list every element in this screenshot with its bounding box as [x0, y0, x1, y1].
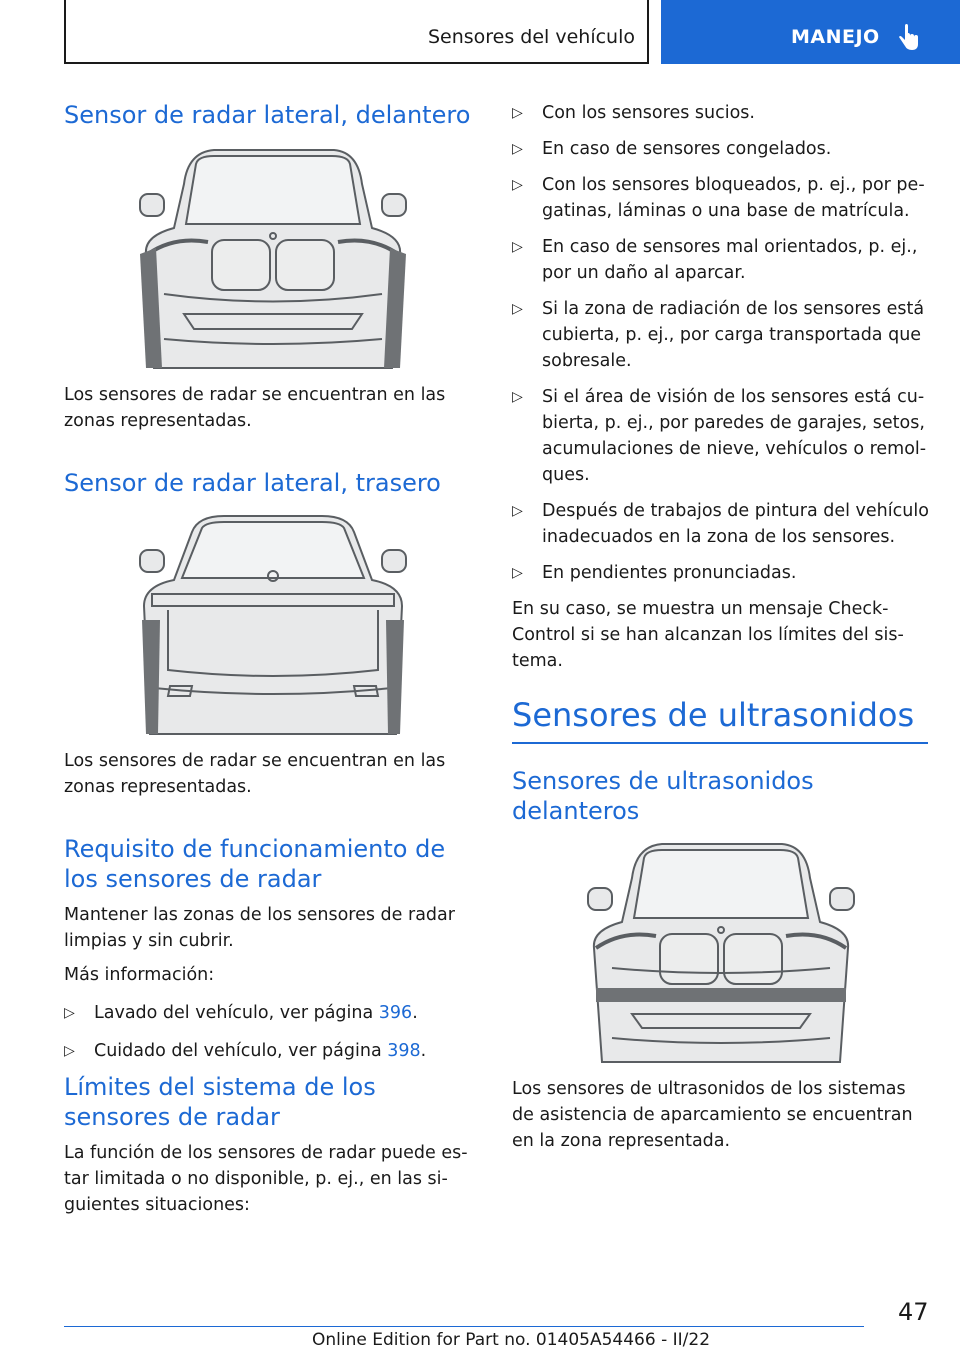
list-item: ▷ Lavado del vehículo, ver página 396. [64, 1000, 476, 1026]
section-rule [512, 742, 928, 744]
paragraph-system-limits: La función de los sensores de radar puede estar limitada o no disponible, p. ej., en las siguientes situaciones: [64, 1143, 468, 1215]
page-link[interactable]: 396 [378, 1003, 413, 1023]
list-item: ▷ En caso de sensores congelados. [512, 136, 930, 162]
chapter-tab[interactable] [661, 0, 960, 64]
bullet-triangle-icon: ▷ [512, 239, 523, 255]
bullet-triangle-icon: ▷ [512, 389, 523, 405]
page-link[interactable]: 398 [387, 1041, 421, 1061]
header-section-box [64, 0, 649, 64]
list-item: ▷ En caso de sensores mal orientados, p. ej., por un daño al aparcar. [512, 234, 930, 286]
bullet-triangle-icon: ▷ [512, 105, 523, 121]
footer-edition: Online Edition for Part no. 01405A54466 - II/22 [312, 1330, 711, 1350]
list-item: ▷ Cuidado del vehículo, ver página 398. [64, 1038, 476, 1064]
heading-ultrasonic-sensors: Sensores de ultrasonidos [512, 696, 915, 734]
bullet-triangle-icon: ▷ [512, 565, 523, 581]
paragraph-ultrasonic-front: Los sensores de ultrasonidos de los sistemas de asistencia de aparcamiento se encuentran en la zona representada. [512, 1079, 913, 1151]
car-rear-radar-diagram [134, 510, 412, 736]
paragraph-radar-rear: Los sensores de radar se encuentran en las zonas representadas. [64, 751, 446, 797]
car-front-radar-diagram [134, 144, 412, 370]
bullet-triangle-icon: ▷ [512, 177, 523, 193]
bullet-triangle-icon: ▷ [512, 503, 523, 519]
heading-radar-rear: Sensor de radar lateral, trasero [64, 469, 441, 497]
bullet-triangle-icon: ▷ [512, 141, 523, 157]
bullet-triangle-icon: ▷ [64, 1005, 75, 1021]
heading-radar-front: Sensor de radar lateral, delantero [64, 101, 471, 129]
list-item: ▷ Si la zona de radiación de los sensores está cubierta, p. ej., por carga transportada que sobresale. [512, 296, 930, 374]
bullet-triangle-icon: ▷ [64, 1043, 75, 1059]
bullet-triangle-icon: ▷ [512, 301, 523, 317]
page-number: 47 [898, 1298, 929, 1326]
section-title: Sensores del vehículo [427, 26, 635, 48]
car-front-ultrasonic-diagram [582, 838, 860, 1064]
footer-rule [64, 1326, 864, 1327]
hand-pointer-icon [897, 24, 921, 52]
list-item: ▷ Si el área de visión de los sensores está cubierta, p. ej., por paredes de garajes, setos, acumulaciones de nieve, vehículos o remolques. [512, 384, 930, 488]
list-item: ▷ Con los sensores bloqueados, p. ej., por pegatinas, láminas o una base de matrícula. [512, 172, 930, 224]
paragraph-more-info: Más información: [64, 965, 215, 985]
heading-radar-requirements: Requisito de funcionamiento de los sensores de radar [64, 835, 446, 893]
chapter-label: MANEJO [791, 26, 880, 48]
paragraph-requirements: Mantener las zonas de los sensores de radar limpias y sin cubrir. [64, 905, 455, 951]
list-item: ▷ Con los sensores sucios. [512, 100, 930, 126]
list-item: ▷ En pendientes pronunciadas. [512, 560, 930, 586]
heading-ultrasonic-front: Sensores de ultrasonidos delanteros [512, 767, 814, 825]
paragraph-check-control: En su caso, se muestra un mensaje Check-Control si se han alcanzan los límites del sistema. [512, 599, 904, 671]
heading-system-limits: Límites del sistema de los sensores de radar [64, 1073, 376, 1131]
list-item: ▷ Después de trabajos de pintura del vehículo inadecuados en la zona de los sensores. [512, 498, 930, 550]
paragraph-radar-front: Los sensores de radar se encuentran en las zonas representadas. [64, 385, 446, 431]
